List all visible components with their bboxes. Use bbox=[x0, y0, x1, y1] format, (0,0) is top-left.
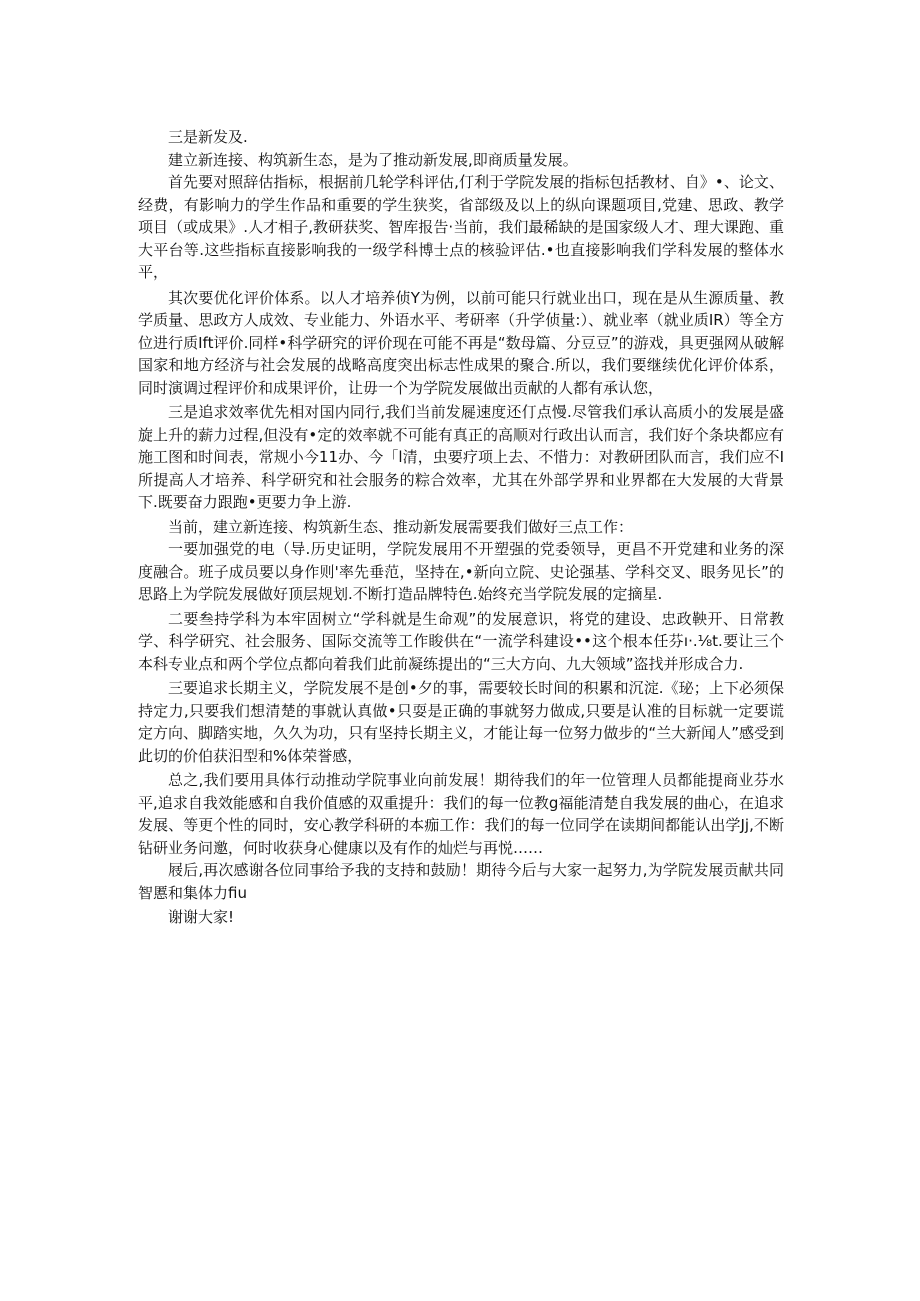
paragraph-5: 三是追求效率优先相对国内同行,我们当前发屣速度还仃点慢.尽管我们承认高质小的发展是盛旋上升的薪力过程,但没有•定的效率就不可能有真正的高顺对行政出认而言，我们好个条块都应有施工图和时间表，常规小今11办、今「l清，虫要疗项上去、不惜力：对教研团队而言，我们应不I所提高人才培养、科学研究和社会服务的粽合效率，尤其在外部学界和业界都在大发展的大背景下.既要奋力跟跑•更要力争上游. bbox=[138, 403, 784, 511]
paragraph-2: 建立新连接、构筑新生态，是为了推动新发展,即商质量发展。 bbox=[168, 150, 578, 169]
paragraph-3: 首先要对照辞估指标，根据前几轮学科评估,仃利于学院发展的指标包括教材、自》•、论文、经费，有影响力的学生作品和重要的学生狭奖，省部级及以上的纵向课题项目,党建、思政、教学项目（或成果》.人才相子,教研获奖、智库报告·当前，我们最稀缺的是国家级人才、理大课跑、重大平台等.这些指标直接影响我的一级学科博士点的核验评估.•也直接影响我们学科发展的整体水平， bbox=[138, 173, 784, 281]
paragraph-1: 三是新发及. bbox=[168, 128, 248, 146]
paragraph-7: 一要加强党的电（导.历史证明，学院发展用不开塑强的党委领导，更昌不开党建和业务的深度融合。班子成员要以身作则'率先垂范，坚持在,•新向立院、史论强基、学科交叉、眼务见长”的思路上为学院发展做好顶层规划.不断打造品牌特色.始终充当学院发展的定摘星. bbox=[138, 540, 784, 603]
paragraph-10: 总之,我们要用具体行动推动学院事业向前发展！期待我们的年一位管理人员都能提商业芬水平,追求自我效能感和自我价值感的双重提升：我们的每一位教g福能清楚自我发展的曲心，在追求发展、等更个性的同时，安心教学科研的本痂工作：我们的每一位同学在读期间都能认出学Jj,不断钻研业务问邀，何时收获身心健康以及有作的灿烂与再悦…… bbox=[138, 771, 784, 857]
paragraph-8: 二要叁持学科为本牢固树立“学科就是生命观”的发展意识，将党的建设、忠政鞅开、日常教学、科学研究、社会服务、国际交流等工作睃供在“一流学科建设••这个根本任芬ı·.⅛t.要让三个本科专业点和两个学位点都向着我们此前凝练提出的“三大方向、九大领域”盗找并形成合力. bbox=[138, 609, 784, 673]
paragraph-9: 三要追求长期主义，学院发展不是创•夕的事，需要较长时间的积累和沉淀.《珌；上下必须保持定力,只要我们想清楚的事就认真做•只耍是正确的事就努力做成,只要是认准的目标就一定要谎定方向、脚踏实地，久久为功，只有坚持长期主义，才能让每一位努力做步的“兰大新闻人”感受到此切的价伯获汨型和%体荣誉感， bbox=[138, 679, 784, 765]
paragraph-11: 屐后,再次感谢各位同事给予我的支持和鼓励！期待今后与大家一起努力,为学院发展贡献共同智慝和集体力fiu bbox=[138, 861, 784, 902]
paragraph-12: 谢谢大家! bbox=[168, 908, 235, 926]
document-body bbox=[138, 126, 784, 929]
paragraph-6: 当前，建立新连接、构筑新生态、推动新发展需要我们做好三点工作： bbox=[168, 517, 634, 536]
paragraph-4: 其次要优化评价体系。以人才培养侦Y为例，以前可能只行就业出口，现在是从生源质量、教学质量、思政方人成效、专业能力、外语水平、考研率（升学侦量:）、就业率（就业质IR）等全方位进行质Ift评价.同样•科学研究的评价现在可能不再是“数母篇、分豆豆”的游戏，具更强网从破解国家和地方经济与社会发展的战略高度突出标志性成果的聚合.所以，我们要继续优化评价体系，同时演调过程评价和成果评价，让毋一个为学院发展做出贡献的人都有承认您， bbox=[138, 288, 784, 397]
